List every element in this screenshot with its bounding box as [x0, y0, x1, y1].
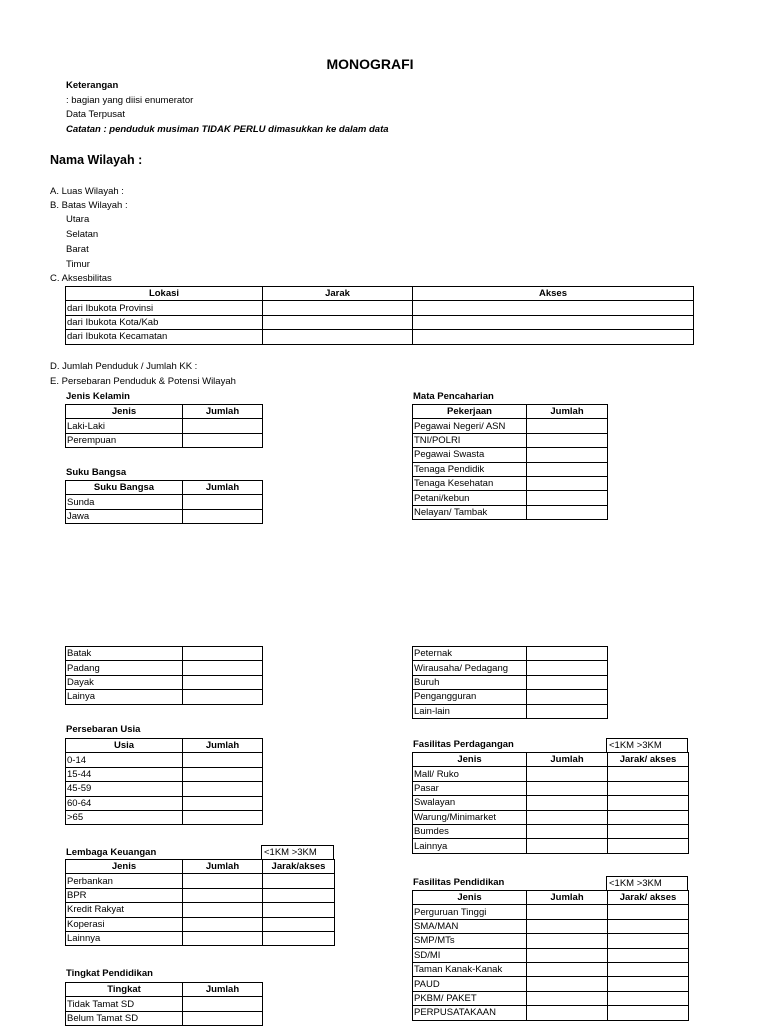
jumlah-cell[interactable]	[183, 782, 263, 796]
batas-utara: Utara	[66, 214, 90, 225]
jumlah-cell[interactable]	[183, 874, 263, 888]
section-a-label: A. Luas Wilayah :	[50, 186, 124, 197]
pekerjaan-cell: Pengangguran	[413, 690, 527, 704]
table-row	[413, 433, 608, 447]
table-row	[413, 839, 689, 853]
jumlah-cell[interactable]	[183, 767, 263, 781]
header-suku-bangsa: Suku Bangsa	[66, 481, 183, 495]
tingkat-pendidikan-table	[65, 982, 263, 1026]
jarak-akses-cell[interactable]	[608, 948, 689, 962]
table-row	[413, 781, 689, 795]
table-row	[66, 419, 263, 433]
jarak-akses-cell[interactable]	[608, 919, 689, 933]
lokasi-cell: dari Ibukota Provinsi	[66, 301, 263, 315]
table-row	[66, 810, 263, 824]
jenis-cell: Kredit Rakyat	[66, 903, 183, 917]
jenis-cell: PAUD	[413, 977, 527, 991]
table-row	[66, 315, 694, 329]
pekerjaan-cell: Nelayan/ Tambak	[413, 505, 527, 519]
table-row	[66, 753, 263, 767]
table-row	[413, 505, 608, 519]
jumlah-cell[interactable]	[183, 796, 263, 810]
table-row	[66, 917, 335, 931]
table-row	[413, 977, 689, 991]
jarak-akses-cell[interactable]	[608, 991, 689, 1005]
akses-cell[interactable]	[413, 315, 694, 329]
jarak-akses-cell[interactable]	[608, 767, 689, 781]
table-row	[66, 888, 335, 902]
jumlah-cell[interactable]	[527, 675, 608, 689]
jenis-cell: Lainnya	[66, 931, 183, 945]
jumlah-cell[interactable]	[183, 419, 263, 433]
table-row	[413, 704, 608, 718]
jumlah-cell[interactable]	[527, 491, 608, 505]
table-row	[413, 962, 689, 976]
table-row	[66, 675, 263, 689]
jarak-akses-cell[interactable]	[263, 931, 335, 945]
nama-wilayah-label: Nama Wilayah :	[50, 153, 143, 167]
jenis-cell: Perguruan Tinggi	[413, 905, 527, 919]
tingkat-cell: Tidak Tamat SD	[66, 997, 183, 1011]
header-jarak-akses: Jarak/ akses	[608, 891, 689, 905]
jumlah-cell[interactable]	[527, 962, 608, 976]
header-jumlah: Jumlah	[183, 983, 263, 997]
table-row	[413, 810, 689, 824]
header-jenis: Jenis	[66, 405, 183, 419]
distance-note: <1KM >3KM	[606, 738, 688, 752]
table-row	[413, 991, 689, 1005]
header-jumlah: Jumlah	[183, 481, 263, 495]
pekerjaan-cell: Buruh	[413, 675, 527, 689]
jumlah-cell[interactable]	[183, 661, 263, 675]
jumlah-cell[interactable]	[183, 931, 263, 945]
table-row	[66, 509, 263, 523]
pekerjaan-cell: Tenaga Pendidik	[413, 462, 527, 476]
keterangan-line-1: : bagian yang diisi enumerator	[66, 95, 194, 106]
header-tingkat: Tingkat	[66, 983, 183, 997]
table-row	[413, 905, 689, 919]
header-jumlah: Jumlah	[183, 739, 263, 753]
section-b-label: B. Batas Wilayah :	[50, 200, 128, 211]
jenis-cell: SD/MI	[413, 948, 527, 962]
table-row	[413, 448, 608, 462]
jenis-cell: Mall/ Ruko	[413, 767, 527, 781]
table-row	[66, 433, 263, 447]
jenis-cell: Bumdes	[413, 824, 527, 838]
document-title: MONOGRAFI	[326, 56, 414, 72]
akses-cell[interactable]	[413, 301, 694, 315]
jumlah-cell[interactable]	[527, 419, 608, 433]
jarak-akses-cell[interactable]	[608, 781, 689, 795]
suku-cell: Batak	[66, 647, 183, 661]
table-row	[66, 931, 335, 945]
suku-cell: Padang	[66, 661, 183, 675]
jenis-cell: SMA/MAN	[413, 919, 527, 933]
jumlah-cell[interactable]	[527, 839, 608, 853]
table-row	[66, 874, 335, 888]
batas-selatan: Selatan	[66, 229, 99, 240]
header-jenis: Jenis	[413, 891, 527, 905]
pekerjaan-cell: Pegawai Swasta	[413, 448, 527, 462]
usia-cell: >65	[66, 810, 183, 824]
lembaga-keuangan-title: Lembaga Keuangan	[66, 847, 157, 858]
jumlah-cell[interactable]	[183, 997, 263, 1011]
fasilitas-perdagangan-table	[412, 752, 689, 854]
table-row	[66, 690, 263, 704]
persebaran-usia-title: Persebaran Usia	[66, 724, 141, 735]
suku-cell: Lainya	[66, 690, 183, 704]
jenis-cell: Taman Kanak-Kanak	[413, 962, 527, 976]
usia-cell: 45-59	[66, 782, 183, 796]
jumlah-cell[interactable]	[183, 690, 263, 704]
jenis-cell: PERPUSATAKAAN	[413, 1006, 527, 1020]
pekerjaan-cell: Peternak	[413, 647, 527, 661]
distance-note: <1KM >3KM	[261, 845, 334, 859]
distance-note: <1KM >3KM	[606, 876, 688, 890]
header-usia: Usia	[66, 739, 183, 753]
jumlah-cell[interactable]	[183, 675, 263, 689]
jumlah-cell[interactable]	[527, 948, 608, 962]
jumlah-cell[interactable]	[527, 704, 608, 718]
jarak-akses-cell[interactable]	[608, 977, 689, 991]
jenis-cell: Swalayan	[413, 796, 527, 810]
table-row	[413, 462, 608, 476]
jenis-cell: Warung/Minimarket	[413, 810, 527, 824]
usia-cell: 15-44	[66, 767, 183, 781]
jenis-cell: BPR	[66, 888, 183, 902]
jenis-cell: PKBM/ PAKET	[413, 991, 527, 1005]
jarak-akses-cell[interactable]	[608, 962, 689, 976]
jumlah-cell[interactable]	[527, 796, 608, 810]
table-row	[413, 1006, 689, 1020]
jumlah-cell[interactable]	[527, 433, 608, 447]
fasilitas-pendidikan-table	[412, 890, 689, 1021]
header-jumlah: Jumlah	[183, 405, 263, 419]
suku-bangsa-table-continued	[65, 646, 263, 705]
jarak-akses-cell[interactable]	[263, 888, 335, 902]
jumlah-cell[interactable]	[527, 647, 608, 661]
table-row	[66, 301, 694, 315]
mata-pencaharian-table-continued	[412, 646, 608, 719]
jumlah-cell[interactable]	[527, 462, 608, 476]
pekerjaan-cell: Lain-lain	[413, 704, 527, 718]
jarak-akses-cell[interactable]	[608, 934, 689, 948]
header-pekerjaan: Pekerjaan	[413, 405, 527, 419]
header-jumlah: Jumlah	[183, 860, 263, 874]
suku-cell: Jawa	[66, 509, 183, 523]
table-row	[66, 903, 335, 917]
table-row	[66, 661, 263, 675]
pekerjaan-cell: Petani/kebun	[413, 491, 527, 505]
fasilitas-pendidikan-title: Fasilitas Pendidikan	[413, 877, 505, 888]
jarak-akses-cell[interactable]	[608, 905, 689, 919]
header-jarak-akses: Jarak/ akses	[608, 753, 689, 767]
table-row	[66, 647, 263, 661]
jarak-cell[interactable]	[263, 301, 413, 315]
table-row	[413, 934, 689, 948]
jarak-akses-cell[interactable]	[608, 810, 689, 824]
pekerjaan-cell: TNI/POLRI	[413, 433, 527, 447]
jumlah-cell[interactable]	[527, 448, 608, 462]
catatan-note: Catatan : penduduk musiman TIDAK PERLU dimasukkan ke dalam data	[66, 124, 389, 135]
jumlah-cell[interactable]	[527, 919, 608, 933]
persebaran-usia-table	[65, 738, 263, 825]
header-jarak-akses: Jarak/akses	[263, 860, 335, 874]
jenis-cell: Laki-Laki	[66, 419, 183, 433]
pekerjaan-cell: Pegawai Negeri/ ASN	[413, 419, 527, 433]
keterangan-heading: Keterangan	[66, 80, 119, 91]
lokasi-cell: dari Ibukota Kecamatan	[66, 330, 263, 344]
suku-bangsa-title: Suku Bangsa	[66, 467, 127, 478]
jumlah-cell[interactable]	[527, 505, 608, 519]
jenis-cell: Pasar	[413, 781, 527, 795]
table-row	[66, 330, 694, 344]
section-d-label: D. Jumlah Penduduk / Jumlah KK :	[50, 361, 198, 372]
batas-barat: Barat	[66, 244, 89, 255]
lembaga-keuangan-table	[65, 859, 335, 946]
jarak-akses-cell[interactable]	[608, 1006, 689, 1020]
jumlah-cell[interactable]	[527, 977, 608, 991]
jumlah-cell[interactable]	[183, 917, 263, 931]
table-row	[66, 495, 263, 509]
jumlah-cell[interactable]	[527, 781, 608, 795]
jenis-cell: Perbankan	[66, 874, 183, 888]
table-row	[413, 647, 608, 661]
usia-cell: 60-64	[66, 796, 183, 810]
jumlah-cell[interactable]	[527, 1006, 608, 1020]
jarak-akses-cell[interactable]	[608, 824, 689, 838]
section-c-label: C. Aksesbilitas	[50, 273, 112, 284]
header-jenis: Jenis	[413, 753, 527, 767]
table-row	[413, 419, 608, 433]
jumlah-cell[interactable]	[527, 476, 608, 490]
usia-cell: 0-14	[66, 753, 183, 767]
jumlah-cell[interactable]	[183, 903, 263, 917]
header-jumlah: Jumlah	[527, 753, 608, 767]
jenis-cell: Lainnya	[413, 839, 527, 853]
table-row	[413, 796, 689, 810]
fasilitas-perdagangan-title: Fasilitas Perdagangan	[413, 739, 514, 750]
jarak-akses-cell[interactable]	[608, 796, 689, 810]
table-row	[413, 690, 608, 704]
jenis-kelamin-title: Jenis Kelamin	[66, 391, 130, 402]
jumlah-cell[interactable]	[527, 991, 608, 1005]
table-row	[413, 491, 608, 505]
akses-cell[interactable]	[413, 330, 694, 344]
jumlah-cell[interactable]	[527, 824, 608, 838]
jumlah-cell[interactable]	[527, 934, 608, 948]
jenis-cell: Koperasi	[66, 917, 183, 931]
jumlah-cell[interactable]	[183, 888, 263, 902]
jumlah-cell[interactable]	[527, 690, 608, 704]
mata-pencaharian-title: Mata Pencaharian	[413, 391, 494, 402]
batas-timur: Timur	[66, 259, 90, 270]
jumlah-cell[interactable]	[527, 661, 608, 675]
suku-cell: Dayak	[66, 675, 183, 689]
table-row	[66, 796, 263, 810]
jenis-cell: SMP/MTs	[413, 934, 527, 948]
header-jumlah: Jumlah	[527, 405, 608, 419]
section-e-label: E. Persebaran Penduduk & Potensi Wilayah	[50, 376, 236, 387]
suku-bangsa-table	[65, 480, 263, 524]
tingkat-cell: Belum Tamat SD	[66, 1011, 183, 1025]
suku-cell: Sunda	[66, 495, 183, 509]
jarak-cell[interactable]	[263, 330, 413, 344]
jumlah-cell[interactable]	[183, 509, 263, 523]
pekerjaan-cell: Tenaga Kesehatan	[413, 476, 527, 490]
table-row	[413, 476, 608, 490]
jumlah-cell[interactable]	[527, 810, 608, 824]
jumlah-cell[interactable]	[183, 495, 263, 509]
header-lokasi: Lokasi	[66, 287, 263, 301]
table-row	[413, 767, 689, 781]
mata-pencaharian-table	[412, 404, 608, 520]
table-row	[66, 767, 263, 781]
jumlah-cell[interactable]	[527, 905, 608, 919]
aksesbilitas-table	[65, 286, 694, 345]
jenis-cell: Perempuan	[66, 433, 183, 447]
jarak-akses-cell[interactable]	[608, 839, 689, 853]
jarak-akses-cell[interactable]	[263, 917, 335, 931]
jumlah-cell[interactable]	[183, 433, 263, 447]
header-akses: Akses	[413, 287, 694, 301]
table-row	[413, 919, 689, 933]
jarak-akses-cell[interactable]	[263, 903, 335, 917]
keterangan-line-2: Data Terpusat	[66, 109, 125, 120]
table-row	[66, 997, 263, 1011]
jumlah-cell[interactable]	[183, 647, 263, 661]
jenis-kelamin-table	[65, 404, 263, 448]
header-jumlah: Jumlah	[527, 891, 608, 905]
table-row	[413, 675, 608, 689]
table-row	[413, 948, 689, 962]
header-jenis: Jenis	[66, 860, 183, 874]
table-row	[413, 661, 608, 675]
jumlah-cell[interactable]	[183, 753, 263, 767]
lokasi-cell: dari Ibukota Kota/Kab	[66, 315, 263, 329]
table-row	[66, 782, 263, 796]
tingkat-pendidikan-title: Tingkat Pendidikan	[66, 968, 153, 979]
table-row	[413, 824, 689, 838]
jarak-cell[interactable]	[263, 315, 413, 329]
header-jarak: Jarak	[263, 287, 413, 301]
jumlah-cell[interactable]	[527, 767, 608, 781]
jarak-akses-cell[interactable]	[263, 874, 335, 888]
jumlah-cell[interactable]	[183, 810, 263, 824]
pekerjaan-cell: Wirausaha/ Pedagang	[413, 661, 527, 675]
